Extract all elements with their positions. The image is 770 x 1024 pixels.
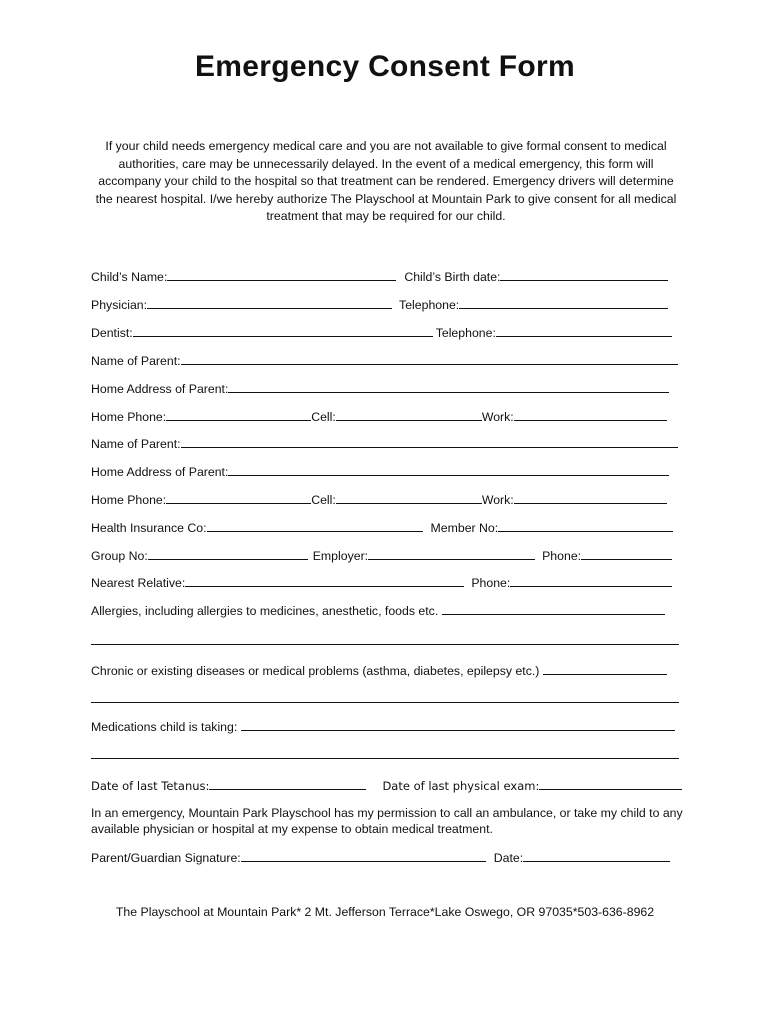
parent-1-cell-label: Cell: bbox=[311, 410, 336, 424]
parent-1-home-phone-field[interactable] bbox=[166, 409, 311, 421]
row-medications bbox=[91, 719, 679, 734]
allergies-label: Allergies, including allergies to medicines, anesthetic, foods etc. bbox=[91, 604, 439, 618]
health-insurance-field[interactable] bbox=[207, 520, 423, 532]
row-parent-1-name bbox=[91, 353, 679, 368]
chronic-field[interactable] bbox=[543, 663, 667, 675]
parent-2-cell-label: Cell: bbox=[311, 493, 336, 507]
row-dentist bbox=[91, 325, 679, 340]
physician-label: Physician: bbox=[91, 298, 148, 312]
tetanus-label: Date of last Tetanus: bbox=[91, 779, 210, 793]
chronic-extra-line[interactable] bbox=[91, 702, 679, 703]
physician-telephone-label: Telephone: bbox=[399, 298, 460, 312]
row-relative bbox=[91, 575, 679, 590]
parent-1-name-label: Name of Parent: bbox=[91, 354, 181, 368]
row-signature bbox=[91, 850, 679, 865]
row-allergies bbox=[91, 603, 679, 618]
nearest-relative-field[interactable] bbox=[185, 575, 464, 587]
date-label: Date: bbox=[493, 851, 524, 865]
physician-telephone-field[interactable] bbox=[459, 297, 668, 309]
allergies-field[interactable] bbox=[442, 603, 665, 615]
parent-2-name-label: Name of Parent: bbox=[91, 437, 181, 451]
chronic-label: Chronic or existing diseases or medical problems (asthma, diabetes, epilepsy etc.) bbox=[91, 664, 540, 678]
health-insurance-label: Health Insurance Co: bbox=[91, 521, 207, 535]
parent-1-name-field[interactable] bbox=[181, 353, 678, 365]
physical-exam-label: Date of last physical exam: bbox=[382, 779, 540, 793]
medications-extra-line[interactable] bbox=[91, 758, 679, 759]
permission-paragraph: In an emergency, Mountain Park Playschool has my permission to call an ambulance, or take my child to any available physician or hospital at my expense to obtain medical treatment. bbox=[91, 806, 683, 836]
parent-2-home-phone-label: Home Phone: bbox=[91, 493, 167, 507]
childs-birth-date-field[interactable] bbox=[500, 269, 668, 281]
row-physician bbox=[91, 297, 679, 312]
footer-address: The Playschool at Mountain Park* 2 Mt. Jefferson Terrace*Lake Oswego, OR 97035*503-636-8962 bbox=[115, 905, 655, 919]
nearest-relative-label: Nearest Relative: bbox=[91, 576, 186, 590]
parent-2-home-phone-field[interactable] bbox=[166, 492, 311, 504]
row-parent-2-phones bbox=[91, 492, 679, 507]
group-no-label: Group No: bbox=[91, 549, 148, 563]
row-child bbox=[91, 269, 679, 284]
physical-exam-field[interactable] bbox=[539, 778, 682, 790]
employer-field[interactable] bbox=[368, 548, 535, 560]
date-field[interactable] bbox=[523, 850, 670, 862]
row-insurance bbox=[91, 520, 679, 535]
relative-phone-label: Phone: bbox=[471, 576, 511, 590]
form-title: Emergency Consent Form bbox=[194, 50, 576, 83]
dentist-telephone-field[interactable] bbox=[496, 325, 672, 337]
parent-2-address-field[interactable] bbox=[228, 464, 669, 476]
row-chronic bbox=[91, 663, 679, 678]
row-parent-2-address bbox=[91, 464, 679, 479]
childs-birth-date-label: Child’s Birth date: bbox=[404, 270, 501, 284]
parent-1-address-label: Home Address of Parent: bbox=[91, 382, 229, 396]
row-parent-1-address bbox=[91, 381, 679, 396]
allergies-extra-line[interactable] bbox=[91, 644, 679, 645]
physician-field[interactable] bbox=[147, 297, 392, 309]
medications-field[interactable] bbox=[241, 719, 675, 731]
row-dates bbox=[91, 778, 679, 793]
row-group bbox=[91, 548, 679, 563]
parent-1-cell-field[interactable] bbox=[336, 409, 482, 421]
dentist-field[interactable] bbox=[133, 325, 433, 337]
row-parent-1-phones bbox=[91, 409, 679, 424]
signature-label: Parent/Guardian Signature: bbox=[91, 851, 241, 865]
parent-1-work-field[interactable] bbox=[514, 409, 667, 421]
employer-phone-field[interactable] bbox=[581, 548, 672, 560]
dentist-telephone-label: Telephone: bbox=[435, 326, 496, 340]
member-no-label: Member No: bbox=[430, 521, 499, 535]
group-no-field[interactable] bbox=[148, 548, 308, 560]
parent-2-cell-field[interactable] bbox=[336, 492, 482, 504]
relative-phone-field[interactable] bbox=[510, 575, 672, 587]
childs-name-field[interactable] bbox=[167, 269, 396, 281]
parent-1-address-field[interactable] bbox=[228, 381, 669, 393]
parent-2-name-field[interactable] bbox=[181, 436, 678, 448]
parent-1-home-phone-label: Home Phone: bbox=[91, 410, 167, 424]
intro-paragraph: If your child needs emergency medical care and you are not available to give formal consent to medical authorities, care may be unnecessarily delayed. In the event of a medical emergency, this form will accompany your child to the hospital so that treatment can be rendered. Emergency drivers will determine the nearest hospital. I/we hereby authorize The Playschool at Mountain Park to give consent for all medical treatment that may be required for our child. bbox=[95, 139, 677, 224]
parent-1-work-label: Work: bbox=[481, 410, 514, 424]
tetanus-field[interactable] bbox=[209, 778, 366, 790]
parent-2-work-field[interactable] bbox=[514, 492, 667, 504]
signature-field[interactable] bbox=[241, 850, 486, 862]
employer-label: Employer: bbox=[312, 549, 369, 563]
childs-name-label: Child’s Name: bbox=[91, 270, 168, 284]
parent-2-address-label: Home Address of Parent: bbox=[91, 465, 229, 479]
member-no-field[interactable] bbox=[498, 520, 673, 532]
row-parent-2-name bbox=[91, 436, 679, 451]
employer-phone-label: Phone: bbox=[542, 549, 582, 563]
parent-2-work-label: Work: bbox=[481, 493, 514, 507]
medications-label: Medications child is taking: bbox=[91, 720, 238, 734]
dentist-label: Dentist: bbox=[91, 326, 133, 340]
